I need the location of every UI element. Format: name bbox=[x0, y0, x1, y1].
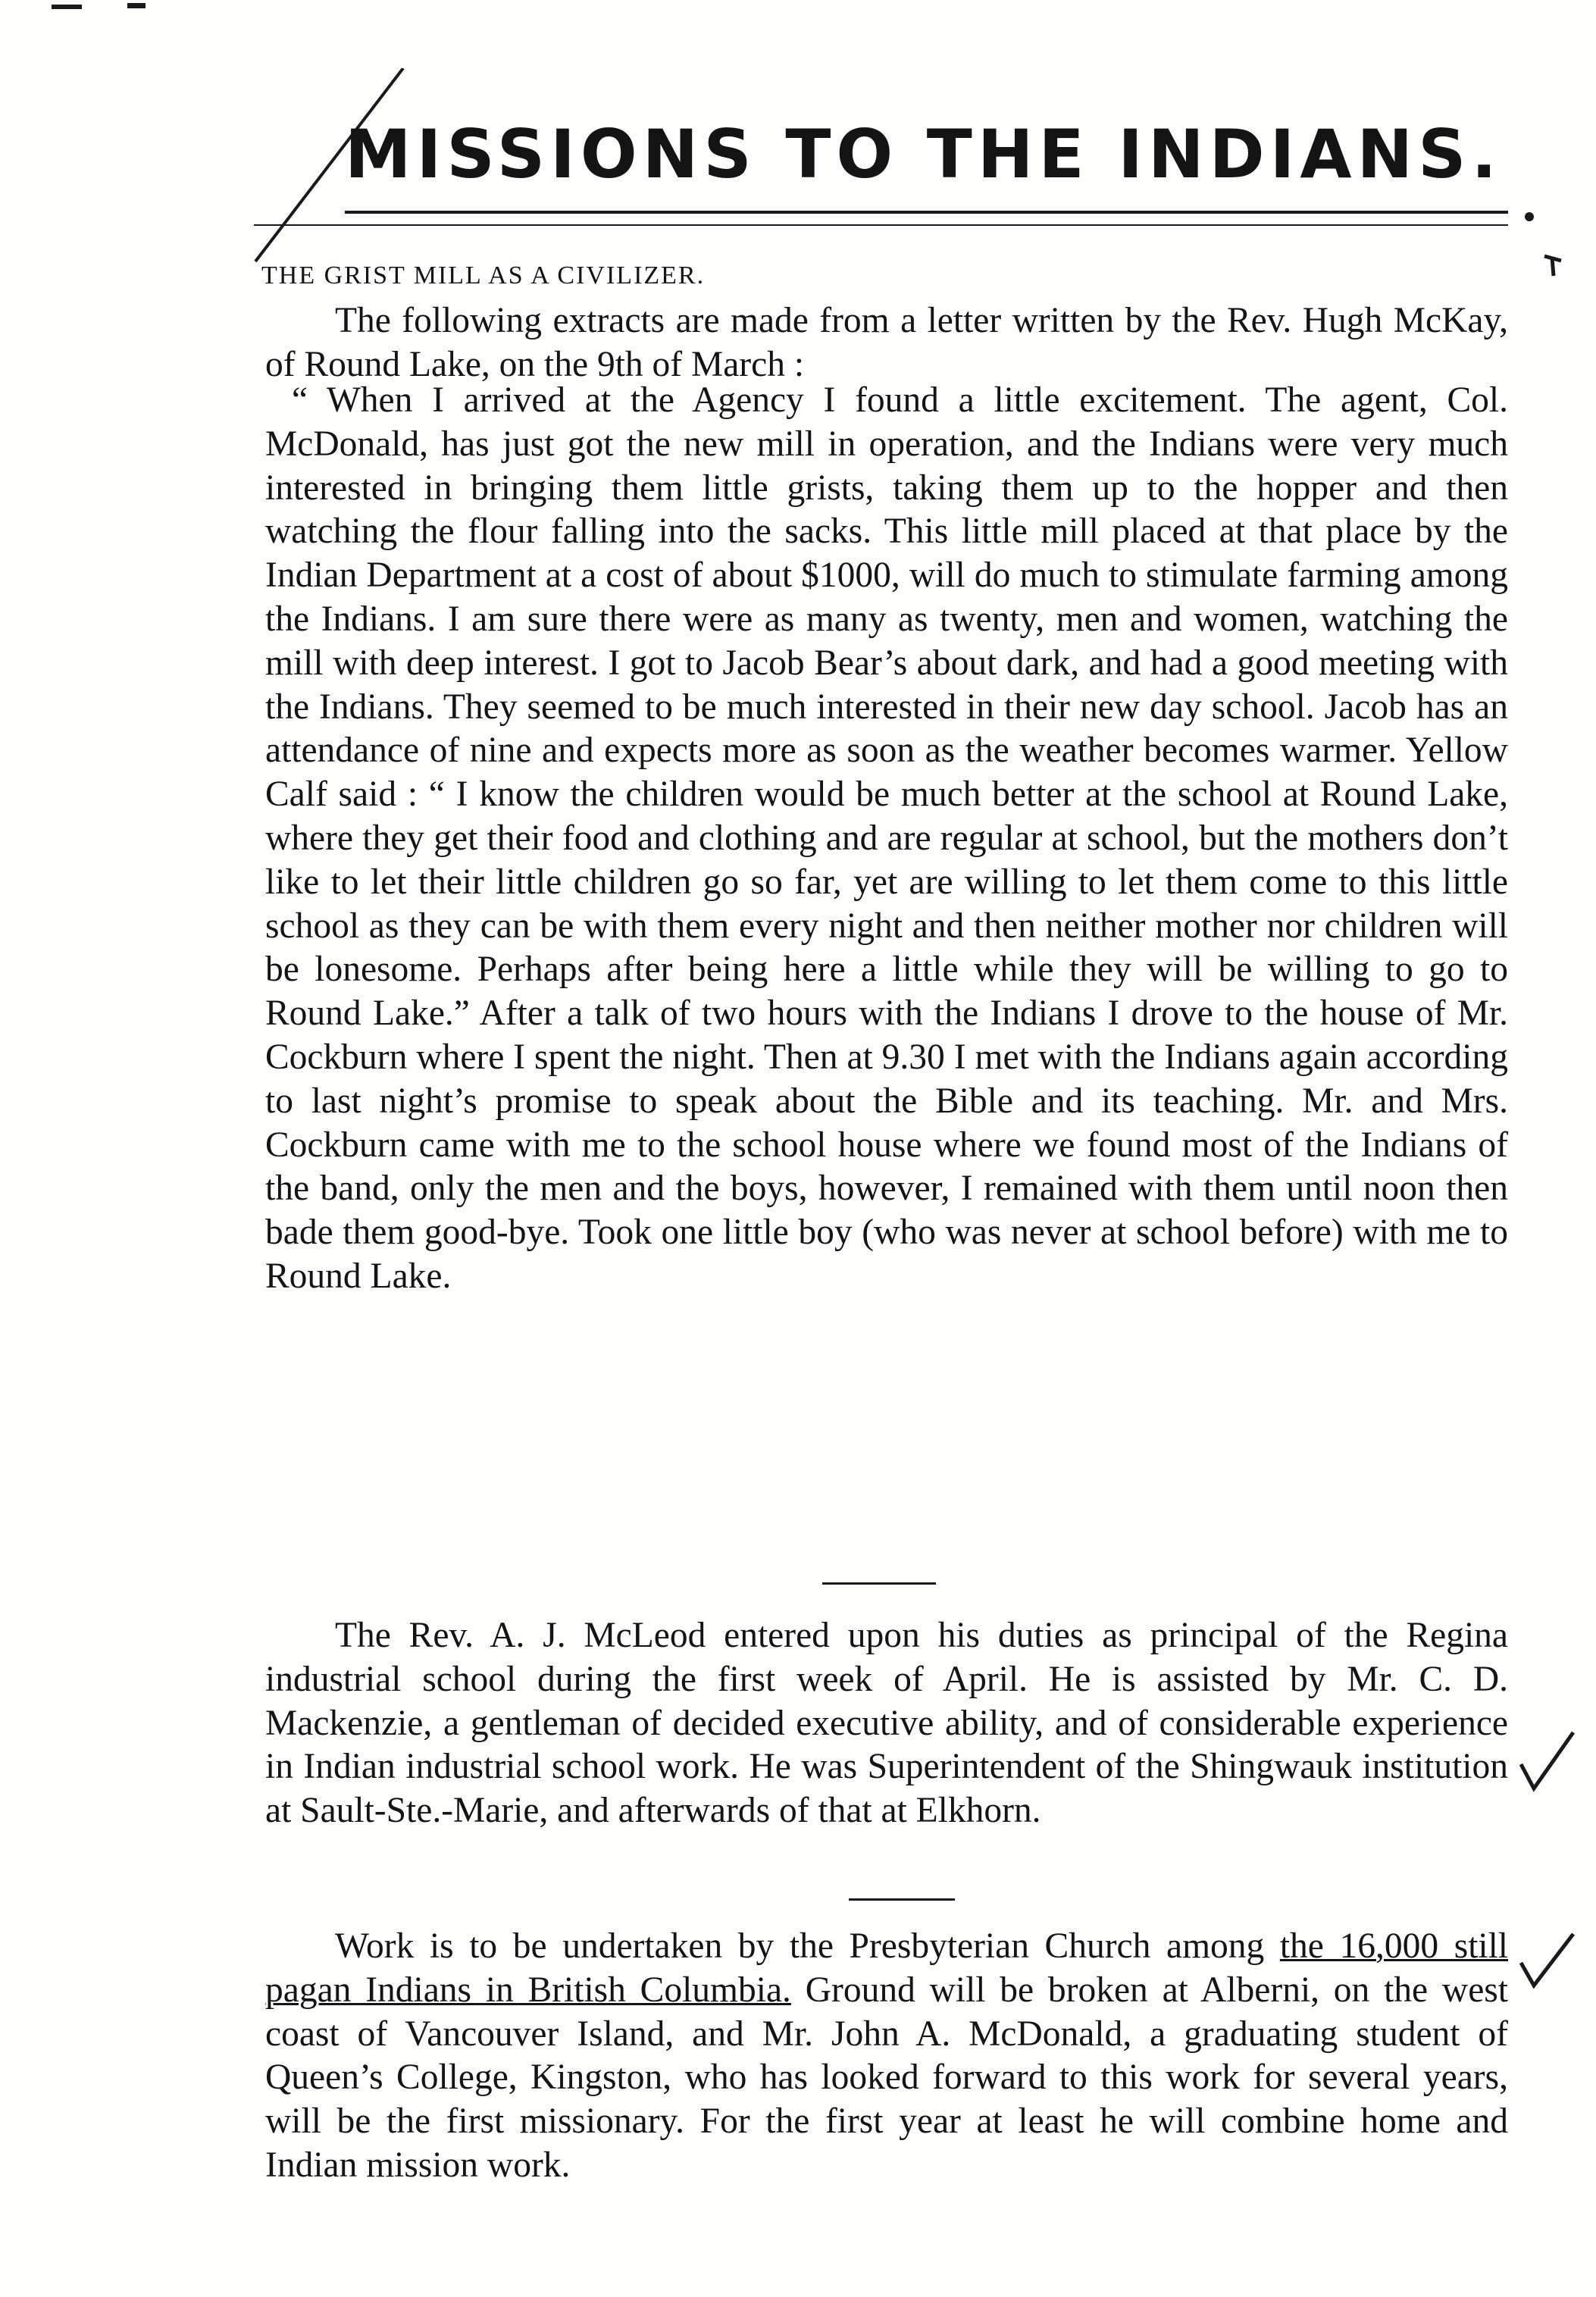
scan-speck bbox=[52, 5, 82, 9]
presbyterian-paragraph bbox=[265, 1925, 1508, 2188]
page-title: MISSIONS TO THE INDIANS. bbox=[345, 115, 1502, 193]
presbyterian-text-start: Work is to be undertaken by the Presbyterian Church among bbox=[335, 1926, 1280, 1966]
section-heading bbox=[261, 252, 705, 292]
presbyterian-text-end: Ground will be broken at Alberni, on the west coast of Vancouver Island, and Mr. John A. McDonald, a graduating student of Queen’s College, Kingston, who has looked forward to this work for several years, will be the first missionary. For the first year at least he will combine home and Indian mission work. bbox=[265, 1970, 1508, 2185]
title-rule-thin bbox=[254, 224, 1508, 226]
section-heading-text: THE GRIST MILL AS A CIVILIZER. bbox=[261, 261, 706, 289]
title-rule-thick bbox=[345, 211, 1508, 214]
rule-end-dot bbox=[1525, 212, 1534, 221]
margin-check-mark bbox=[1517, 1728, 1578, 1796]
margin-check-mark bbox=[1517, 1925, 1578, 1993]
letter-paragraph: “ When I arrived at the Agency I found a little excitement. The agent, Col. McDonald, has just got the new mill in operation, and the Indians were very much interested in bringing them little grists, taking them up to the hopper and then watching the flour falling into the sacks. This little mill placed at that place by the Indian Department at a cost of about $1000, will do much to stimulate farming among the Indians. I am sure there were as many as twenty, men and women, watching the mill with deep interest. I got to Jacob Bear’s about dark, and had a good meeting with the Indians. They seemed to be much interested in their new day school. Jacob has an attendance of nine and expects more as soon as the weather becomes warmer. Yellow Calf said : “ I know the children would be much better at the school at Round Lake, where they get their food and clothing and are regular at school, but the mothers don’t like to let their little children go so far, yet are willing to let them come to this little school as they can be with them every night and then neither mother nor children will be lonesome. Perhaps after being here a little while they will be willing to go to Round Lake.” After a talk of two hours with the Indians I drove to the house of Mr. Cockburn where I spent the night. Then at 9.30 I met with the Indians again according to last night’s promise to speak about the Bible and its teaching. Mr. and Mrs. Cockburn came with me to the school house where we found most of the Indians of the band, only the men and the boys, however, I remained with them until noon then bade them good-bye. Took one little boy (who was never at school before) with me to Round Lake. bbox=[265, 380, 1508, 1296]
separator-rule bbox=[822, 1582, 936, 1585]
scan-speck bbox=[127, 3, 146, 8]
underlined-passage: the 16,000 still pagan Indians in British Columbia. bbox=[265, 1926, 1508, 2010]
margin-mark bbox=[1538, 250, 1569, 280]
separator-rule bbox=[849, 1898, 955, 1901]
mcleod-paragraph: The Rev. A. J. McLeod entered upon his duties as principal of the Regina industrial school during the first week of April. He is assisted by Mr. C. D. Mackenzie, a gentleman of decided executive ability, and of considerable experience in Indian industrial school work. He was Superintendent of the Shingwauk institution at Sault-Ste.-Marie, and afterwards of that at Elkhorn. bbox=[265, 1616, 1508, 1831]
intro-paragraph: The following extracts are made from a letter written by the Rev. Hugh McKay, of Round Lake, on the 9th of March : bbox=[265, 301, 1508, 384]
